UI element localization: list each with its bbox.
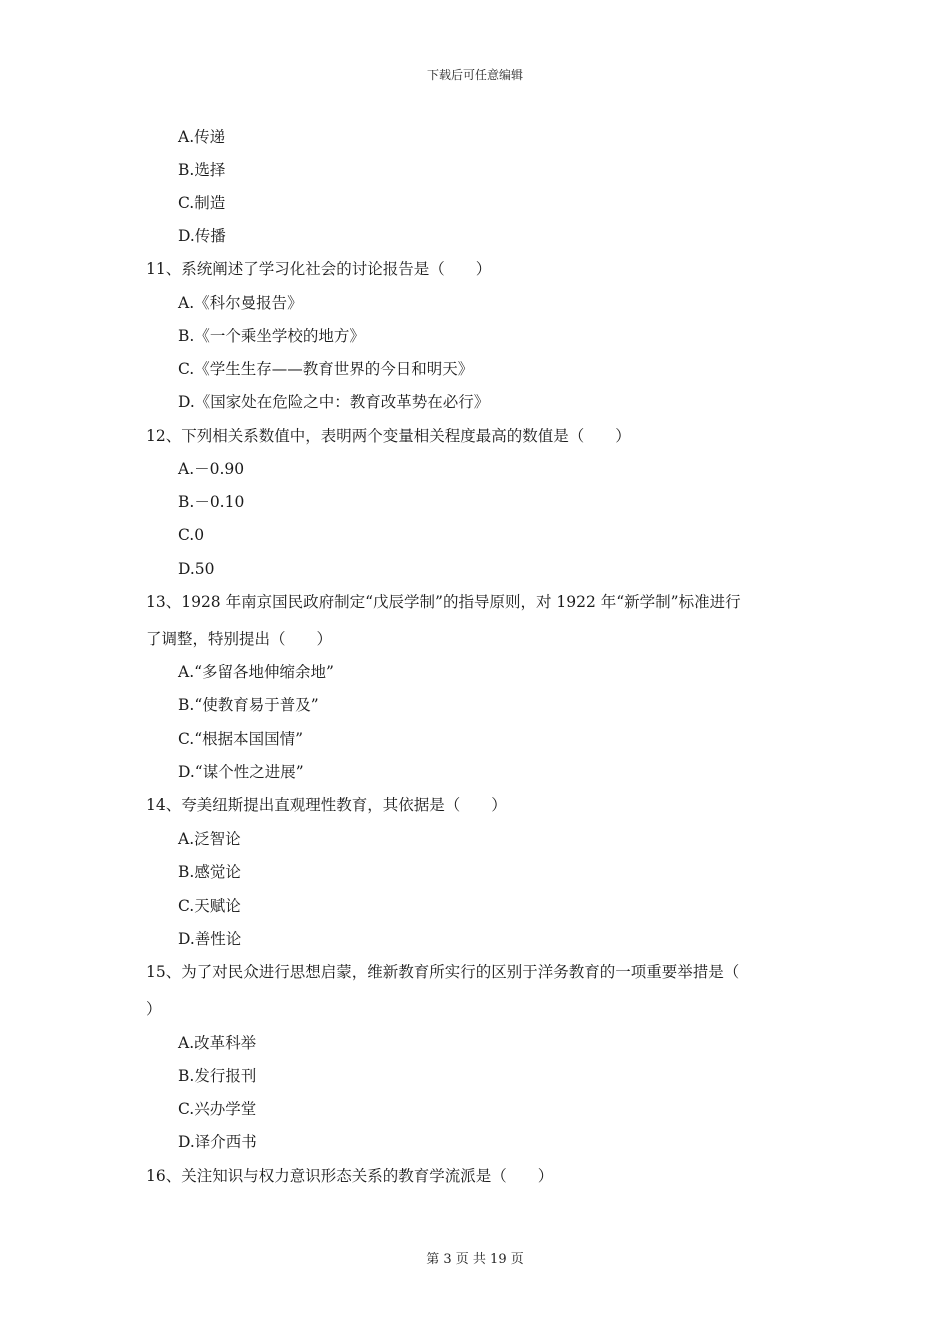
q12-option-b: B.－0.10 xyxy=(178,493,245,511)
question-14: 14、夸美纽斯提出直观理性教育，其依据是（ ） xyxy=(146,796,507,814)
q14-option-c: C.天赋论 xyxy=(178,897,241,915)
prev-option-b: B.选择 xyxy=(178,161,226,179)
prev-option-d: D.传播 xyxy=(178,227,226,245)
q15-option-d: D.译介西书 xyxy=(178,1133,257,1151)
q13-option-c: C.“根据本国国情” xyxy=(178,730,304,748)
q13-option-b: B.“使教育易于普及” xyxy=(178,696,319,714)
q14-option-a: A.泛智论 xyxy=(178,830,241,848)
q15-option-a: A.改革科举 xyxy=(178,1034,257,1052)
question-12: 12、下列相关系数值中，表明两个变量相关程度最高的数值是（ ） xyxy=(146,427,631,445)
q11-option-d: D.《国家处在危险之中：教育改革势在必行》 xyxy=(178,393,490,411)
q11-option-a: A.《科尔曼报告》 xyxy=(178,294,303,312)
prev-option-a: A.传递 xyxy=(178,128,226,146)
q14-option-d: D.善性论 xyxy=(178,930,242,948)
q12-option-d: D.50 xyxy=(178,560,215,578)
q12-option-a: A.－0.90 xyxy=(178,460,245,478)
q15-option-b: B.发行报刊 xyxy=(178,1067,257,1085)
question-11: 11、系统阐述了学习化社会的讨论报告是（ ） xyxy=(146,260,492,278)
prev-option-c: C.制造 xyxy=(178,194,226,212)
q13-option-a: A.“多留各地伸缩余地” xyxy=(178,663,334,681)
q15-option-c: C.兴办学堂 xyxy=(178,1100,257,1118)
page-header: 下载后可任意编辑 xyxy=(426,68,523,82)
question-15-line-1: 15、为了对民众进行思想启蒙，维新教育所实行的区别于洋务教育的一项重要举措是（ xyxy=(146,963,740,981)
q13-option-d: D.“谋个性之进展” xyxy=(178,763,304,781)
question-16: 16、关注知识与权力意识形态关系的教育学流派是（ ） xyxy=(146,1167,554,1185)
question-13-line-1: 13、1928 年南京国民政府制定“戊辰学制”的指导原则，对 1922 年“新学制”标准进行 xyxy=(146,593,741,611)
page-footer: 第 3 页 共 19 页 xyxy=(426,1252,524,1267)
question-15-line-2: ） xyxy=(146,1000,162,1018)
q11-option-c: C.《学生生存——教育世界的今日和明天》 xyxy=(178,360,474,378)
q11-option-b: B.《一个乘坐学校的地方》 xyxy=(178,327,365,345)
question-13-line-2: 了调整，特别提出（ ） xyxy=(146,630,333,648)
q14-option-b: B.感觉论 xyxy=(178,863,241,881)
q12-option-c: C.0 xyxy=(178,526,205,544)
